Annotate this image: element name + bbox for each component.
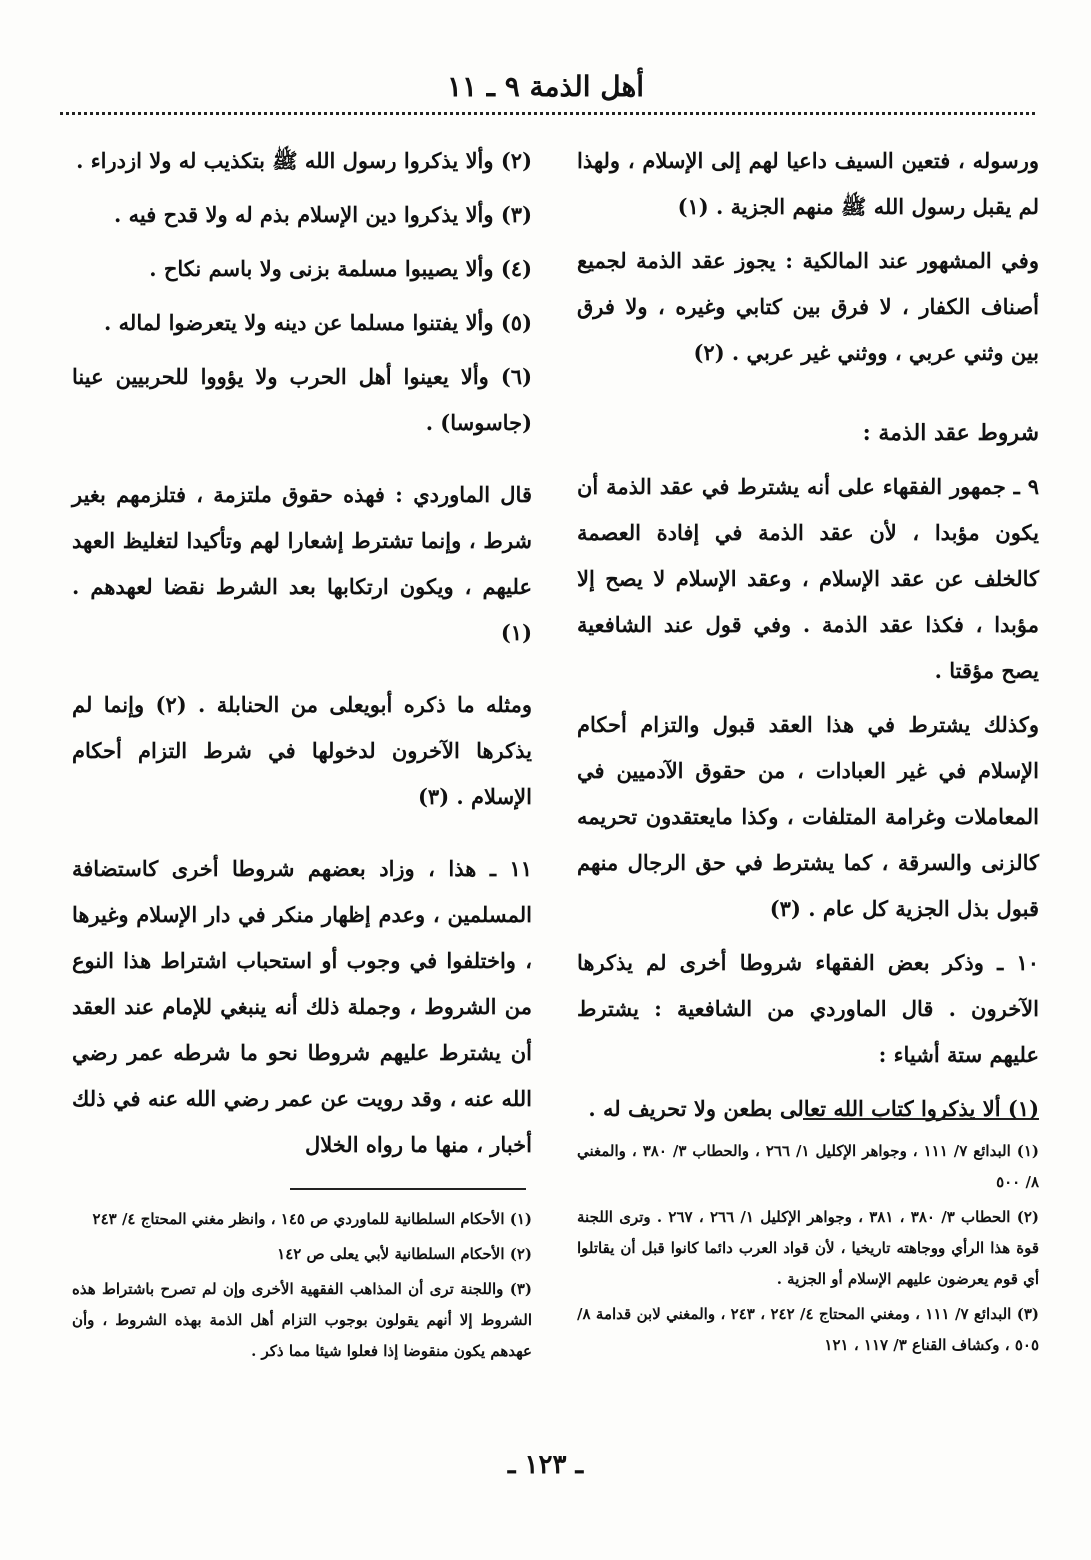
left-column: [72, 138, 532, 1176]
footnote-divider-left: [290, 1188, 526, 1190]
paragraph: (٢) وألا يذكروا رسول الله ﷺ بتكذيب له ولا ازدراء .: [76, 148, 532, 173]
footnote: (١) الأحكام السلطانية للماوردي ص ١٤٥ ، وانظر مغني المحتاج ٤/ ٢٤٣: [92, 1210, 532, 1228]
right-column: [577, 138, 1039, 1140]
paragraph: (٤) وألا يصيبوا مسلمة بزنى ولا باسم نكاح .: [149, 256, 532, 281]
paragraph: قال الماوردي : فهذه حقوق ملتزمة ، فتلزمهم بغير شرط ، وإنما تشترط إشعارا لهم وتأكيدا لتغليظ العهد عليهم ، ويكون ارتكابها بعد الشرط نقضا لعهدهم . (١): [72, 482, 532, 645]
footnote: (٢) الأحكام السلطانية لأبي يعلى ص ١٤٢: [277, 1245, 532, 1263]
footnote: (٣) البدائع ٧/ ١١١ ، ومغني المحتاج ٤/ ٢٤٢ ، ٢٤٣ ، والمغني لابن قدامة ٨/ ٥٠٥ ، وكشاف القناع ٣/ ١١٧ ، ١٢١: [577, 1305, 1040, 1354]
footnotes-left: [72, 1204, 532, 1371]
header-divider: [60, 112, 1035, 115]
paragraph: ١٠ ـ وذكر بعض الفقهاء شروطا أخرى لم يذكرها الآخرون . قال الماوردي من الشافعية : يشترط عليهم ستة أشياء :: [577, 950, 1039, 1067]
paragraph: (٣) وألا يذكروا دين الإسلام بذم له ولا قدح فيه .: [114, 202, 532, 227]
footnote-divider-right: [803, 1118, 1039, 1120]
section-heading: شروط عقد الذمة :: [862, 420, 1039, 446]
footnote: (٣) واللجنة ترى أن المذاهب الفقهية الأخرى وإن لم تصرح باشتراط هذه الشروط إلا أنهم يقولون بوجوب التزام أهل الذمة بهذه الشروط ، وأن عهدهم يكون منقوضا إذا فعلوا شيئا مما ذكر .: [72, 1280, 532, 1360]
paragraph: (٥) وألا يفتنوا مسلما عن دينه ولا يتعرضوا لماله .: [104, 310, 532, 335]
page-number: ـ ١٢٣ ـ: [507, 1450, 584, 1480]
paragraph: ٩ ـ جمهور الفقهاء على أنه يشترط في عقد الذمة أن يكون مؤبدا ، لأن عقد الذمة في إفادة العصمة كالخلف عن عقد الإسلام ، وعقد الإسلام لا يصح إلا مؤبدا ، فكذا عقد الذمة . وفي قول عند الشافعية يصح مؤقتا .: [577, 474, 1039, 683]
paragraph: ورسوله ، فتعين السيف داعيا لهم إلى الإسلام ، ولهذا لم يقبل رسول الله ﷺ منهم الجزية . (١): [577, 148, 1039, 219]
paragraph: (٦) وألا يعينوا أهل الحرب ولا يؤووا للحربيين عينا (جاسوسا) .: [72, 364, 532, 435]
footnote: (٢) الحطاب ٣/ ٣٨٠ ، ٣٨١ ، وجواهر الإكليل ١/ ٢٦٦ ، ٢٦٧ . وترى اللجنة قوة هذا الرأي ووجاهته تاريخيا ، لأن قواد العرب دائما كانوا قبل أن يقاتلوا أي قوم يعرضون عليهم الإسلام أو الجزية .: [577, 1208, 1039, 1288]
paragraph: وفي المشهور عند المالكية : يجوز عقد الذمة لجميع أصناف الكفار ، لا فرق بين كتابي وغيره ، ولا فرق بين وثني عربي ، ووثني غير عربي . (٢): [577, 248, 1039, 365]
footnote: (١) البدائع ٧/ ١١١ ، وجواهر الإكليل ١/ ٢٦٦ ، والحطاب ٣/ ٣٨٠ ، والمغني ٨/ ٥٠٠: [577, 1142, 1039, 1191]
paragraph: وكذلك يشترط في هذا العقد قبول والتزام أحكام الإسلام في غير العبادات ، من حقوق الآدميين في المعاملات وغرامة المتلفات ، وكذا مايعتقدون تحريمه كالزنى والسرقة ، كما يشترط في حق الرجال منهم قبول بذل الجزية كل عام . (٣): [577, 712, 1039, 921]
footnotes-right: [577, 1136, 1039, 1365]
paragraph: (١) ألا يذكروا كتاب الله تعالى بطعن ولا تحريف له .: [588, 1096, 1039, 1121]
paragraph: ومثله ما ذكره أبويعلى من الحنابلة . (٢) وإنما لم يذكرها الآخرون لدخولها في شرط التزام أحكام الإسلام . (٣): [72, 692, 532, 809]
paragraph: ١١ ـ هذا ، وزاد بعضهم شروطا أخرى كاستضافة المسلمين ، وعدم إظهار منكر في دار الإسلام وغيرها ، واختلفوا في وجوب أو استحباب اشتراط هذا النوع من الشروط ، وجملة ذلك أنه ينبغي للإمام عند العقد أن يشترط عليهم شروطا نحو ما شرطه عمر رضي الله عنه ، وقد رويت عن عمر رضي الله عنه في ذلك أخبار ، منها ما رواه الخلال: [72, 856, 532, 1157]
page-header: أهل الذمة ٩ ـ ١١: [446, 70, 645, 103]
